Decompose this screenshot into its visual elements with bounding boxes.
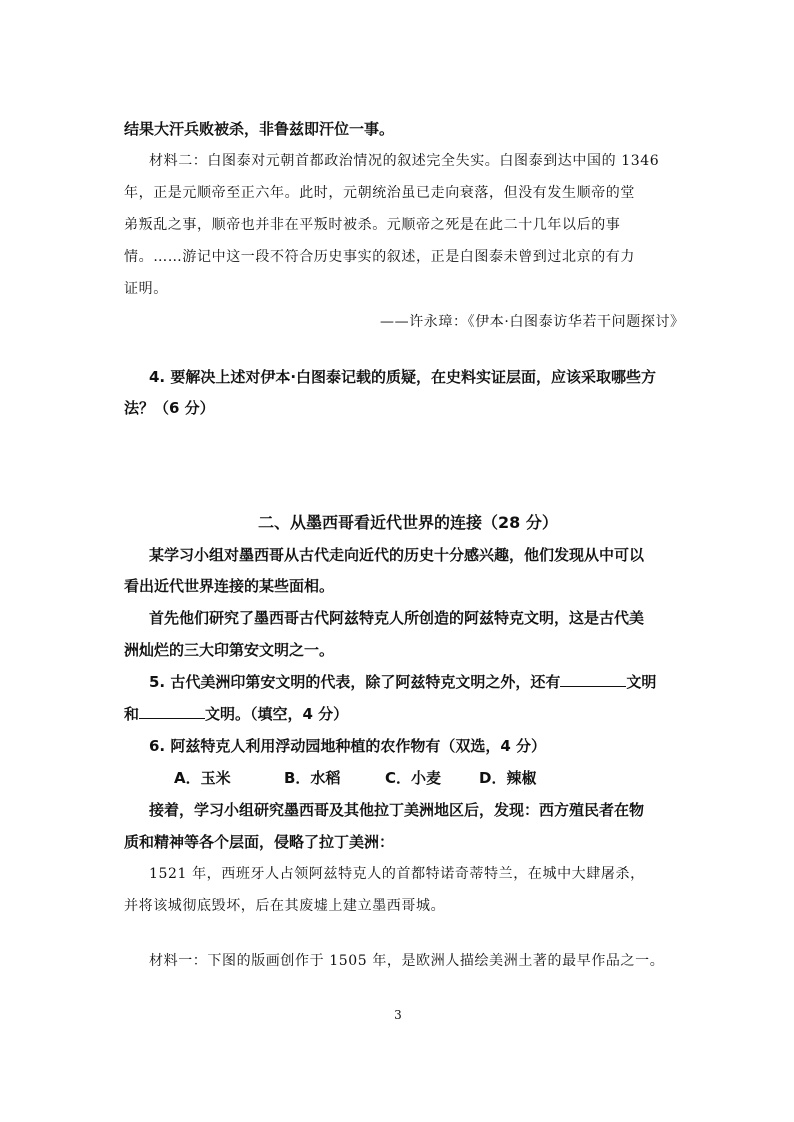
option-d[interactable]: D．辣椒 bbox=[479, 769, 537, 787]
section-title: 二、从墨西哥看近代世界的连接（28 分） bbox=[258, 513, 558, 532]
material-two-line: 年，正是元顺帝至正六年。此时，元朝统治虽已走向衰落，但没有发生顺帝的堂 bbox=[124, 185, 635, 201]
question-6-line: 6. 阿兹特克人利用浮动园地种植的农作物有（双选，4 分） bbox=[149, 737, 547, 755]
paragraph-line: 结果大汗兵败被杀，非鲁兹即汗位一事。 bbox=[124, 120, 395, 138]
question-4-line: 法？（6 分） bbox=[124, 399, 215, 417]
paragraph-line: 质和精神等各个层面，侵略了拉丁美洲： bbox=[124, 833, 395, 851]
question-5-text: 文明 bbox=[626, 673, 657, 691]
material-line: 并将该城彻底毁坏，后在其废墟上建立墨西哥城。 bbox=[124, 898, 446, 914]
material-two-line: 证明。 bbox=[124, 281, 168, 297]
option-a[interactable]: A．玉米 bbox=[174, 769, 231, 787]
question-5-text: 5. 古代美洲印第安文明的代表，除了阿兹特克文明之外，还有 bbox=[149, 673, 561, 691]
question-5-line bbox=[124, 704, 348, 724]
material-two-line: 弟叛乱之事，顺帝也并非在平叛时被杀。元顺帝之死是在此二十几年以后的事 bbox=[124, 217, 621, 233]
paragraph-line: 接着，学习小组研究墨西哥及其他拉丁美洲地区后，发现：西方殖民者在物 bbox=[149, 801, 645, 819]
paragraph-line: 首先他们研究了墨西哥古代阿兹特克人所创造的阿兹特克文明，这是古代美 bbox=[149, 609, 645, 627]
paragraph-line: 看出近代世界连接的某些面相。 bbox=[124, 577, 335, 595]
source-citation: ——许永璋：《伊本·白图泰访华若干问题探讨》 bbox=[380, 314, 685, 330]
page-number: 3 bbox=[394, 1008, 402, 1022]
option-b[interactable]: B．水稻 bbox=[284, 769, 341, 787]
material-two-line: 情。……游记中这一段不符合历史事实的叙述，正是白图泰未曾到过北京的有力 bbox=[124, 249, 635, 265]
answer-blank[interactable] bbox=[139, 704, 205, 719]
answer-blank[interactable] bbox=[560, 672, 626, 687]
question-5-line bbox=[149, 672, 656, 692]
paragraph-line: 某学习小组对墨西哥从古代走向近代的历史十分感兴趣，他们发现从中可以 bbox=[149, 546, 645, 564]
question-5-text: 文明。（填空，4 分） bbox=[205, 705, 349, 723]
option-c[interactable]: C．小麦 bbox=[385, 769, 442, 787]
question-6-options bbox=[174, 768, 536, 788]
material-line: 1521 年，西班牙人占领阿兹特克人的首都特诺奇蒂特兰，在城中大肆屠杀， bbox=[149, 866, 645, 882]
paragraph-line: 洲灿烂的三大印第安文明之一。 bbox=[124, 641, 335, 659]
question-4-line: 4. 要解决上述对伊本·白图泰记载的质疑，在史料实证层面，应该采取哪些方 bbox=[149, 368, 657, 386]
material-two-line: 材料二：白图泰对元朝首都政治情况的叙述完全失实。白图泰到达中国的 1346 bbox=[149, 153, 660, 169]
question-5-text: 和 bbox=[124, 705, 140, 723]
material-one-line: 材料一：下图的版画创作于 1505 年，是欧洲人描绘美洲土著的最早作品之一。 bbox=[149, 953, 665, 969]
